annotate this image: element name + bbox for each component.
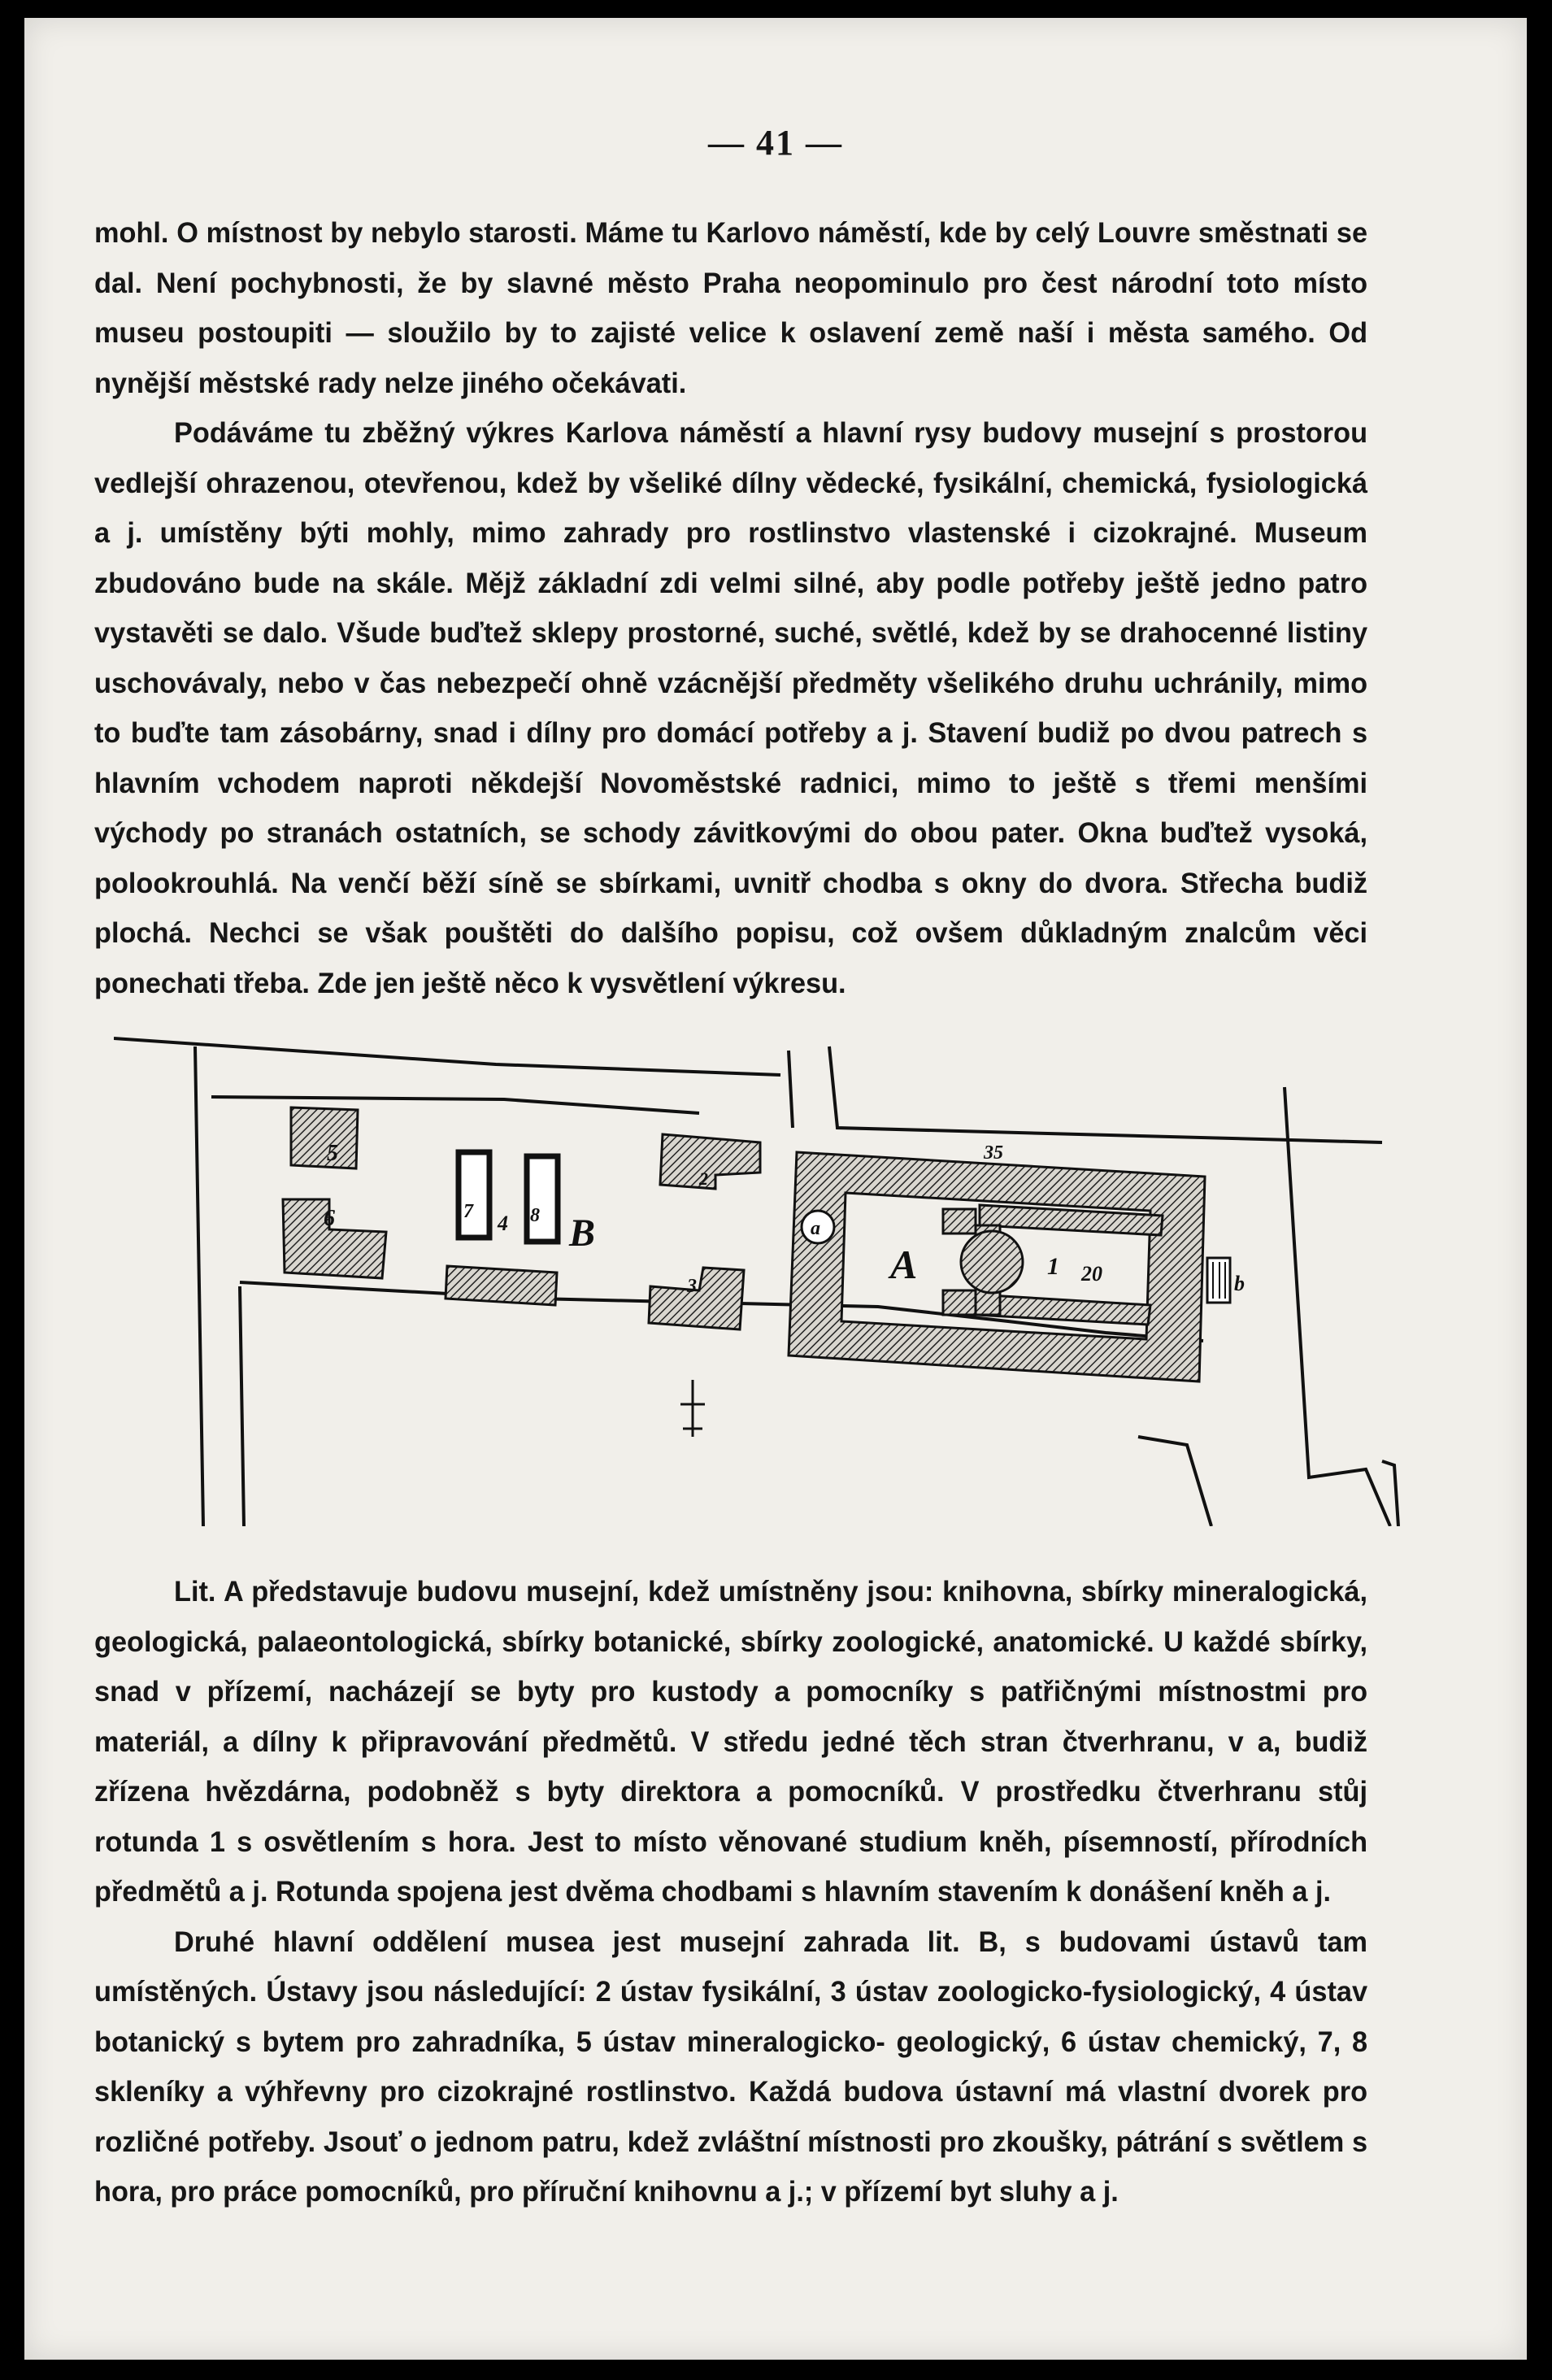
label-7: 7 [463,1201,473,1222]
top-text-block [94,208,1367,1008]
label-8: 8 [530,1205,540,1226]
label-6: 6 [324,1206,335,1231]
building-5 [291,1107,358,1168]
corridor [943,1209,976,1234]
building-4 [446,1266,557,1305]
paragraph: Lit. A představuje budovu musejní, kdež umístněny jsou: knihovna, sbírky mineralogická, geologická, palaeontologická, sbírky botanické, sbírky zoologické, anatomické. U každé sbírky, snad v přízemí, nacházejí se byty pro kustody a pomocníky s patřičnými místnostmi pro materiál, a dílny k připravování předmětů. V středu jedné těch stran čtverhranu, v a, budiž zřízena hvězdárna, podobněž s byty direktora a pomocníků. V prostředku čtverhranu stůj rotunda 1 s osvětlením s hora. Jest to místo věnované studium kněh, písemností, přírodních předmětů a j. Rotunda spojena jest dvěma chodbami s hlavním stavením k donášení kněh a j. [94,1576,1368,1908]
site-plan-drawing [114,1022,1415,1526]
street-line [1138,1437,1211,1526]
street-line [114,1038,780,1075]
greenhouse-8 [527,1156,558,1242]
street-line [195,1046,203,1526]
label-5: 5 [327,1141,338,1166]
museum-site-plan [114,1022,1415,1526]
rotunda-1 [961,1231,1023,1293]
label-3: 3 [687,1276,697,1297]
label-b: b [1234,1272,1245,1295]
paragraph: Podáváme tu zběžný výkres Karlova náměstí a hlavní rysy budovy musejní s prostorou vedlejší ohrazenou, otevřenou, kdež by všeliké dílny vědecké, fysikální, chemická, fysiologická a j. umístěny býti mohly, mimo zahrady pro rostlinstvo vlastenské i cizokrajné. Museum zbudováno bude na skále. Mějž základní zdi velmi silné, aby podle potřeby ještě jedno patro vystavěti se dalo. Všude buďtež sklepy prostorné, suché, světlé, kdež by se drahocenné listiny uschovávaly, nebo v čas nebezpečí ohně vzácnější předměty všelikého druhu uchránily, mimo to buďte tam zásobárny, snad i dílny pro domácí potřeby a j. Stavení budiž po dvou patrech s hlavním vchodem naproti někdejší Novoměstské radnici, mimo to ještě s třemi menšími východy po stranách ostatních, se schody závitkovými do obou pater. Okna buďtež vysoká, polookrouhlá. Na venčí běží síně se sbírkami, uvnitř chodba s okny do dvora. Střecha budiž plochá. Nechci se však pouštěti do dalšího popisu, což ovšem důkladným znalcům věci ponechati třeba. Zde jen ještě něco k vysvětlení výkresu. [94,417,1368,999]
page-number: — 41 — [708,123,843,163]
label-B: B [569,1212,596,1255]
label-4: 4 [498,1212,508,1235]
greenhouse-7 [459,1152,489,1238]
street-line [240,1286,244,1526]
bottom-text-block [94,1567,1367,2217]
street-line [1285,1087,1390,1526]
label-20: 20 [1081,1262,1102,1286]
label-1: 1 [1047,1253,1059,1280]
label-35: 35 [984,1142,1003,1164]
paragraph: Druhé hlavní oddělení musea jest musejní zahrada lit. B, s budovami ústavů tam umístěných. Ústavy jsou následující: 2 ústav fysikální, 3 ústav zoologicko-fysiologický, 4 ústav botanický s bytem pro zahradníka, 5 ústav mineralogicko- geologický, 6 ústav chemický, 7, 8 skleníky a výhřevny pro cizokrajné rostlinstvo. Každá budova ústavní má vlastní dvorek pro rozličné potřeby. Jsouť o jednom patru, kdež zvláštní místnosti pro zkoušky, pátrání s světlem s hora, pro práce pomocníků, pro příruční knihovnu a j.; v přízemí byt sluhy a j. [94,1925,1368,2208]
label-A: A [890,1242,918,1287]
street-line [829,1046,1382,1142]
paragraph: mohl. O místnost by nebylo starosti. Máme tu Karlovo náměstí, kde by celý Louvre směstnati se dal. Není pochybnosti, že by slavné město Praha neopominulo pro čest národní toto místo museu postoupiti — sloužilo by to zajisté velice k oslavení země naší i města samého. Od nynější městské rady nelze jiného očekávati. [94,217,1368,399]
street-line [789,1051,793,1128]
building-2 [660,1134,760,1189]
book-page [24,18,1527,2360]
street-line [211,1097,699,1113]
label-2: 2 [699,1168,708,1189]
corridor [943,1290,976,1315]
label-a: a [811,1218,820,1239]
